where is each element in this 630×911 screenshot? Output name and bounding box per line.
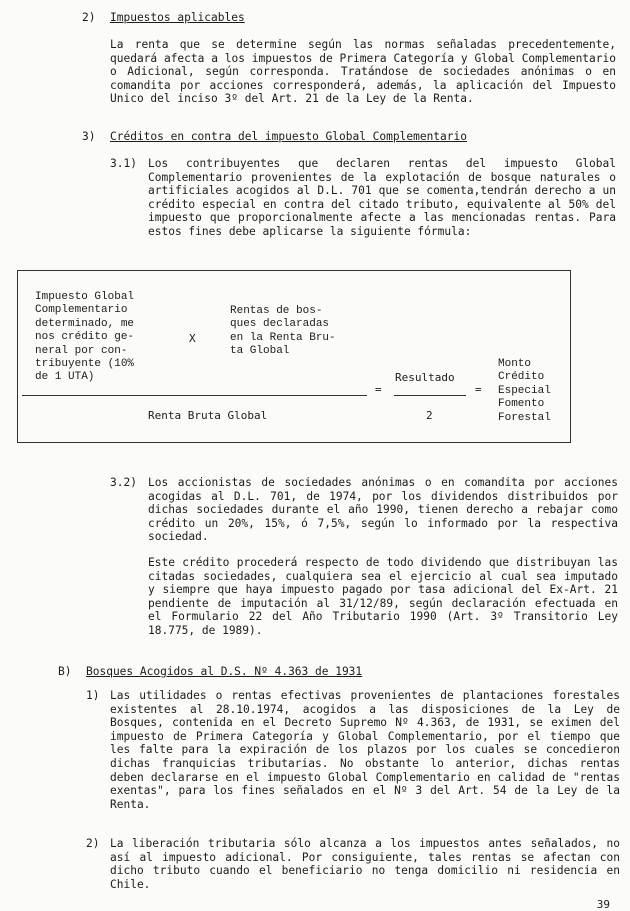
formula-col1-line: de 1 UTA)	[35, 371, 95, 384]
section-2-title: Impuestos aplicables	[110, 11, 245, 24]
item-b-2-number: 2)	[86, 837, 100, 850]
formula-col2-line: ques declaradas	[230, 318, 330, 331]
formula-numerator-right	[230, 305, 336, 359]
formula-denominator: Renta Bruta Global	[148, 409, 268, 422]
item-3-1-body: Los contribuyentes que declaren rentas del impuesto Global Complementario provenientes de la explotación de bosque naturales o artificiales acogidos al D.L. 701 que se comenta,tendrán derecho a un crédito especial en contra del citado tributo, equivalente al 50% del impuesto que proporcionalmente afecte a las mencionadas rentas. Para estos fines debe aplicarse la siguiente fórmula:	[148, 157, 616, 238]
formula-equals-2: =	[475, 383, 482, 396]
item-b-1-number: 1)	[86, 689, 100, 702]
item-b-2-body: La liberación tributaria sólo alcanza a los impuestos antes señalados, no así al impuesto adicional. Por consiguiente, tales rentas se afectan con dicho tributo cuando el beneficiario no tenga domicilio ni residencia en Chile.	[110, 837, 620, 891]
formula-col1-line: neral por con-	[35, 344, 128, 357]
section-2-number: 2)	[82, 11, 96, 24]
item-3-2-body-1: Los accionistas de sociedades anónimas o en comandita por acciones acogidas al D.L. 701, de 1974, por los dividendos distribuidos por dichas sociedades durante el año 1990, tienen derecho a rebajar como crédito un 20%, 15%, ó 7,5%, según lo informado por la respectiva sociedad.	[148, 476, 618, 544]
formula-col1-line: Impuesto Global	[35, 291, 135, 303]
formula-result-label	[498, 358, 551, 425]
formula-col4-line: Especial	[498, 384, 551, 397]
formula-col4-line: Forestal	[498, 411, 551, 424]
formula-col4-line: Monto	[498, 358, 532, 370]
item-3-1-number: 3.1)	[110, 157, 137, 170]
formula-col2-line: ta Global	[230, 345, 290, 358]
formula-col1-line: nos crédito ge-	[35, 331, 135, 344]
section-b-letter: B)	[58, 665, 72, 678]
formula-col1-line: tribuyente (10%	[35, 358, 135, 371]
section-2-heading	[82, 11, 245, 25]
formula-divisor: 2	[426, 409, 433, 422]
formula-numerator-left	[35, 291, 134, 385]
formula-fraction-bar	[22, 395, 367, 396]
item-b-1-body: Las utilidades o rentas efectivas provenientes de plantaciones forestales existentes al 28.10.1974, acogidos a las disposiciones de la Ley de Bosques, contenida en el Decreto Supremo Nº 4.363, de 1931, se eximen del impuesto de Primera Categoría y Global Complementario, por el tiempo que les falte para la expiración de los plazos por los cuales se concedieron dichas franquicias tributarias. No obstante lo anterior, dichas rentas deben declararse en el impuesto Global Complementario en calidad de "rentas exentas", para los fines señalados en el Nº 3 del Art. 54 de la Ley de la Renta.	[110, 689, 620, 811]
item-3-2-number: 3.2)	[110, 476, 137, 489]
section-b-heading	[58, 665, 362, 679]
formula-times-sign: X	[189, 332, 196, 345]
formula-resultado-label: Resultado	[395, 371, 455, 384]
section-3-number: 3)	[82, 130, 96, 143]
formula-col1-line: determinado, me	[35, 317, 135, 330]
formula-col4-line: Fomento	[498, 398, 545, 411]
formula-box	[17, 270, 571, 443]
section-b-title: Bosques Acogidos al D.S. Nº 4.363 de 1931	[86, 665, 363, 678]
formula-col2-line: Rentas de bos-	[230, 305, 323, 317]
page-number: 39	[596, 898, 610, 911]
section-3-title: Créditos en contra del impuesto Global Complementario	[110, 130, 467, 143]
formula-col4-line: Crédito	[498, 371, 545, 384]
section-2-body: La renta que se determine según las normas señaladas precedentemente, quedará afecta a los impuestos de Primera Categoría y Global Complementario o Adicional, según corresponda. Tratándose de sociedades anónimas o en comandita por acciones corresponderá, además, la aplicación del Impuesto Unico del inciso 3º del Art. 21 de la Ley de la Renta.	[110, 38, 616, 106]
section-3-heading	[82, 130, 467, 144]
item-3-2-body-2: Este crédito procederá respecto de todo dividendo que distribuyan las citadas sociedades, cualquiera sea el ejercicio al cual sea imputado y siempre que haya impuesto pagado por tasa adicional del Ex-Art. 21 pendiente de imputación al 31/12/89, según declaración efectuada en el Formulario 22 del Año Tributario 1990 (Art. 3º Transitorio Ley 18.775, de 1989).	[148, 556, 618, 637]
formula-col1-line: Complementario	[35, 304, 128, 317]
formula-equals-1: =	[375, 383, 382, 396]
formula-result-bar	[394, 395, 466, 396]
formula-col2-line: en la Renta Bru-	[230, 331, 336, 344]
